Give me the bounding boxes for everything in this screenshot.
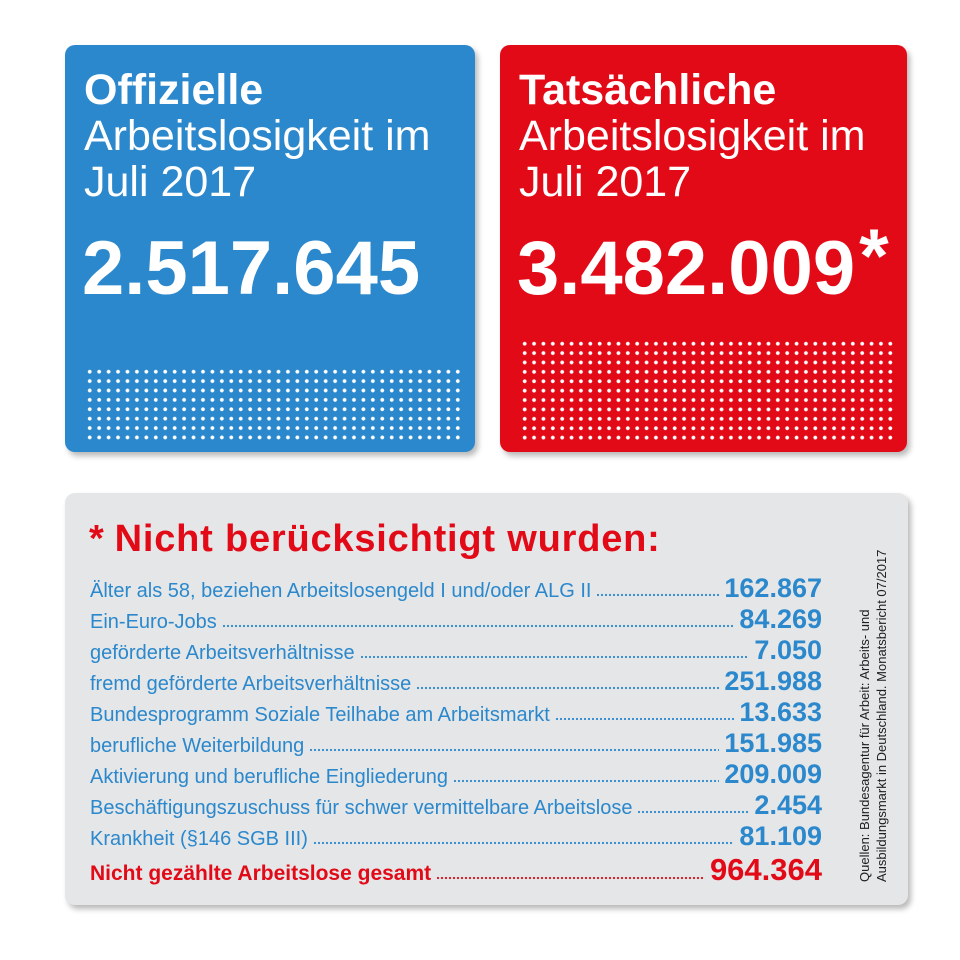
dotted-leader xyxy=(313,841,735,845)
list-item xyxy=(90,728,822,759)
dot-pattern xyxy=(520,339,895,442)
list-item-value: 13.633 xyxy=(739,697,822,727)
source-note xyxy=(856,520,892,882)
list-item-label: Bundesprogramm Soziale Teilhabe am Arbeitsmarkt xyxy=(90,704,550,726)
list-item xyxy=(90,573,822,604)
list-item xyxy=(90,790,822,821)
official-unemployment-card xyxy=(65,45,475,452)
list-item-value: 7.050 xyxy=(754,635,822,665)
list-item xyxy=(90,759,822,790)
card-title xyxy=(519,67,899,205)
asterisk-marker: * xyxy=(859,214,889,299)
card-title-date: Juli 2017 xyxy=(519,158,692,206)
list-item-value: 84.269 xyxy=(739,604,822,634)
list-item-label: berufliche Weiterbildung xyxy=(90,735,305,757)
figure-value: 2.517.645 xyxy=(82,226,421,311)
dotted-leader xyxy=(309,748,719,752)
panel-heading-text: Nicht berücksichtigt wurden: xyxy=(114,518,661,560)
dotted-leader xyxy=(453,779,719,783)
actual-unemployment-card xyxy=(500,45,907,452)
source-line: Quellen: Bundesagentur für Arbeit: Arbeits- und xyxy=(857,609,872,882)
list-item xyxy=(90,821,822,852)
panel-heading xyxy=(89,518,661,560)
dot-pattern xyxy=(85,367,463,442)
list-item-value: 151.985 xyxy=(724,728,822,758)
total-row xyxy=(90,852,822,887)
list-item-label: fremd geförderte Arbeitsverhältnisse xyxy=(90,673,412,695)
dotted-leader xyxy=(555,717,735,721)
dotted-leader xyxy=(637,810,749,814)
list-item xyxy=(90,635,822,666)
list-item xyxy=(90,666,822,697)
asterisk-marker: * xyxy=(89,518,105,560)
list-item xyxy=(90,697,822,728)
list-item-value: 162.867 xyxy=(724,573,822,603)
card-title-subject: Arbeitslosigkeit im xyxy=(84,112,431,160)
dotted-leader xyxy=(596,593,719,597)
list-item-value: 209.009 xyxy=(724,759,822,789)
list-item-label: Aktivierung und berufliche Eingliederung xyxy=(90,766,449,788)
total-value: 964.364 xyxy=(709,852,822,887)
card-title-bold: Offizielle xyxy=(84,66,264,114)
list-item-label: Älter als 58, beziehen Arbeitslosengeld I und/oder ALG II xyxy=(90,580,592,602)
dotted-leader xyxy=(416,686,719,690)
card-title xyxy=(84,67,467,205)
official-unemployment-figure xyxy=(82,226,421,311)
list-item-value: 81.109 xyxy=(739,821,822,851)
list-item-label: geförderte Arbeitsverhältnisse xyxy=(90,642,355,664)
dotted-leader xyxy=(360,655,750,659)
card-title-subject: Arbeitslosigkeit im xyxy=(519,112,866,160)
not-counted-panel xyxy=(65,493,908,905)
list-item-label: Ein-Euro-Jobs xyxy=(90,611,217,633)
card-title-bold: Tatsächliche xyxy=(519,66,777,114)
figure-value: 3.482.009 xyxy=(517,226,856,311)
list-item-label: Krankheit (§146 SGB III) xyxy=(90,828,308,850)
list-item-value: 251.988 xyxy=(724,666,822,696)
total-label: Nicht gezählte Arbeitslose gesamt xyxy=(90,862,432,885)
list-item xyxy=(90,604,822,635)
dotted-leader xyxy=(222,624,735,628)
list-item-label: Beschäftigungszuschuss für schwer vermittelbare Arbeitslose xyxy=(90,797,633,819)
not-counted-list xyxy=(90,573,822,887)
card-title-date: Juli 2017 xyxy=(84,158,257,206)
actual-unemployment-figure xyxy=(517,214,889,311)
source-line: Ausbildungsmarkt in Deutschland. Monatsbericht 07/2017 xyxy=(874,549,889,882)
dotted-leader xyxy=(436,876,705,880)
list-item-value: 2.454 xyxy=(754,790,822,820)
